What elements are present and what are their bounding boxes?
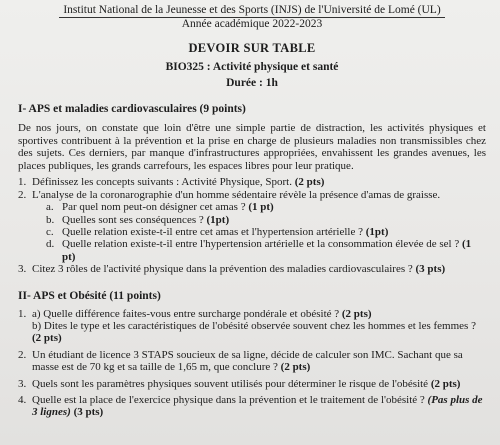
course-title: BIO325 : Activité physique et santé (165, 61, 339, 73)
points-label: (3 pts) (73, 406, 104, 419)
points-label: (1pt) (365, 226, 389, 238)
section-2-questions (18, 308, 486, 419)
section-1-questions (18, 176, 486, 275)
title-block (18, 41, 486, 89)
points-label: (1pt) (206, 213, 230, 226)
sub-question-item: d. Quelle relation existe-t-il entre l'hypertension artérielle et la consommation élevée de sel ? (1 pt) (46, 238, 472, 263)
points-label: (1 pt) (248, 201, 274, 214)
institution-name: Institut National de la Jeunesse et des Sports (INJS) de l'Université de Lomé (UL) (59, 4, 444, 18)
section-1 (18, 103, 486, 276)
points-label: (2 pts) (294, 176, 325, 189)
sub-question-item: b. Quelles sont ses conséquences ? (1pt) (46, 213, 230, 226)
section-2-title: II- APS et Obésité (11 points) (18, 289, 161, 302)
sub-question-item: c. Quelle relation existe-t-il entre cet amas et l'hypertension artérielle ? (1pt) (46, 226, 389, 238)
points-label: (2 pts) (430, 377, 461, 390)
question-item: 1. a) Quelle différence faites-vous entre surcharge pondérale et obésité ? (2 pts) b) Dites le type et les caractéristiques de l'obésité observée souvent chez les hommes et les femmes ? (2 pts) (18, 307, 476, 345)
exam-duration: Durée : 1h (226, 77, 278, 89)
points-label: (3 pts) (415, 263, 446, 276)
points-label: (2 pts) (280, 361, 311, 374)
question-item: 2. Un étudiant de licence 3 STAPS soucieux de sa ligne, décide de calculer son IMC. Sachant que sa masse est de 70 kg et sa taille de 1,65 m, que conclure ? (2 pts) (18, 348, 463, 374)
points-label: (1 pt) (62, 238, 472, 263)
exam-title: DEVOIR SUR TABLE (188, 41, 316, 55)
document-header (18, 4, 486, 31)
academic-year: Année académique 2022-2023 (181, 18, 323, 30)
points-label: (2 pts) (341, 307, 372, 320)
question-item: 2. L'analyse de la coronarographie d'un homme sédentaire révèle la présence d'amas de graisse. a. Par quel nom peut-on désigner cet amas ? (1 pt) b. Quelles sont ses conséquences ? (1pt) c. Quelle relation existe-t-il entre cet amas et l'hypertension artérielle ? (1pt) d. Quelle relation existe-t-il entre l'hypertension artérielle et la consommation élevée de sel ? (1 pt) (18, 189, 486, 263)
question-item: 4. Quelle est la place de l'exercice physique dans la prévention et le traitement de l'obésité ? (Pas plus de 3 lignes) (3 pts) (18, 394, 483, 419)
section-1-intro: De nos jours, on constate que loin d'être une simple partie de distraction, les activités physiques et sportives contribuent à la prévention et la prise en charge de plusieurs maladies non transmissibles chez des sujets. Ces derniers, par manque d'infrastructures appropriées, envahissent les grandes avenues, les places publiques, les grands carrefours, les espaces libres pour leur pratique. (18, 122, 486, 172)
points-label: (2 pts) (32, 332, 62, 345)
sub-question-item: a. Par quel nom peut-on désigner cet amas ? (1 pt) (46, 201, 274, 214)
question-item: 3. Citez 3 rôles de l'activité physique dans la prévention des maladies cardiovasculaires ? (3 pts) (18, 263, 446, 276)
length-note: (Pas plus de 3 lignes) (32, 394, 483, 419)
sub-questions (32, 201, 486, 263)
section-1-title: I- APS et maladies cardiovasculaires (9 points) (18, 103, 246, 115)
question-item: 3. Quels sont les paramètres physiques souvent utilisés pour déterminer le risque de l'obésité (2 pts) (18, 377, 461, 390)
section-2 (18, 290, 486, 419)
question-item: 1. Définissez les concepts suivants : Activité Physique, Sport. (2 pts) (18, 176, 325, 189)
